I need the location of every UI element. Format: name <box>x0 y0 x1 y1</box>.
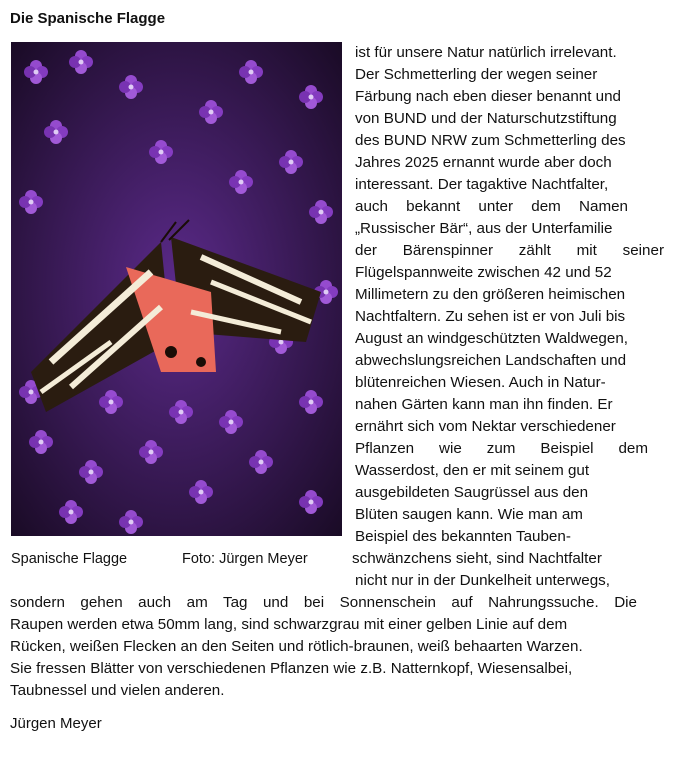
body-line: ausgebildeten Saugrüssel aus den <box>355 484 589 501</box>
photo-caption <box>11 551 308 567</box>
body-line: Beispiel des bekannten Tauben- <box>355 528 571 545</box>
body-line: Flügelspannweite zwischen 42 und 52 <box>355 264 612 281</box>
body-line: der Bärenspinner zählt mit seiner <box>355 242 664 259</box>
body-line: Nachtfaltern. Zu sehen ist er von Juli bis <box>355 308 626 325</box>
body-line: Wasserdost, den er mit seinem gut <box>355 462 590 479</box>
body-line: Raupen werden etwa 50mm lang, sind schwarzgrau mit einer gelben Linie auf dem <box>10 616 568 633</box>
body-line: nicht nur in der Dunkelheit unterwegs, <box>355 572 610 589</box>
body-line: abwechslungsreichen Landschaften und <box>355 352 627 369</box>
body-line: des BUND NRW zum Schmetterling des <box>355 132 626 149</box>
body-line: nahen Gärten kann man ihn finden. Er <box>355 396 613 413</box>
body-line: ernährt sich vom Nektar verschiedener <box>355 418 616 435</box>
body-line: interessant. Der tagaktive Nachtfalter, <box>355 176 609 193</box>
body-line: Der Schmetterling der wegen seiner <box>355 66 598 83</box>
body-line: schwänzchens sieht, sind Nachtfalter <box>352 550 602 567</box>
body-line: Blüten saugen kann. Wie man am <box>355 506 583 523</box>
body-line: von BUND und der Naturschutzstiftung <box>355 110 617 127</box>
body-line: Rücken, weißen Flecken an den Seiten und rötlich-braunen, weiß behaarten Warzen. <box>10 638 583 655</box>
body-line: Pflanzen wie zum Beispiel dem <box>355 440 648 457</box>
body-line: Färbung nach eben dieser benannt und <box>355 88 621 105</box>
body-line: auch bekannt unter dem Namen <box>355 198 628 215</box>
author-signature: Jürgen Meyer <box>10 715 102 732</box>
body-line: „Russischer Bär“, aus der Unterfamilie <box>355 220 613 237</box>
moth-photo <box>11 42 342 536</box>
body-line: Taubnessel und vielen anderen. <box>10 682 225 699</box>
body-line: sondern gehen auch am Tag und bei Sonnenschein auf Nahrungssuche. Die <box>10 594 637 611</box>
body-line: blütenreichen Wiesen. Auch in Natur- <box>355 374 606 391</box>
body-line: Jahres 2025 ernannt wurde aber doch <box>355 154 612 171</box>
caption-label: Spanische Flagge <box>11 551 128 567</box>
body-line: ist für unsere Natur natürlich irrelevant. <box>355 44 617 61</box>
moth-photo-icon <box>11 42 342 536</box>
body-line: Millimetern zu den größeren heimischen <box>355 286 626 303</box>
body-line: Sie fressen Blätter von verschiedenen Pflanzen wie z.B. Natternkopf, Wiesensalbei, <box>10 660 573 677</box>
body-line: August an windgeschützten Waldwegen, <box>355 330 628 347</box>
article-title: Die Spanische Flagge <box>10 10 166 27</box>
caption-credit: Foto: Jürgen Meyer <box>182 551 308 567</box>
